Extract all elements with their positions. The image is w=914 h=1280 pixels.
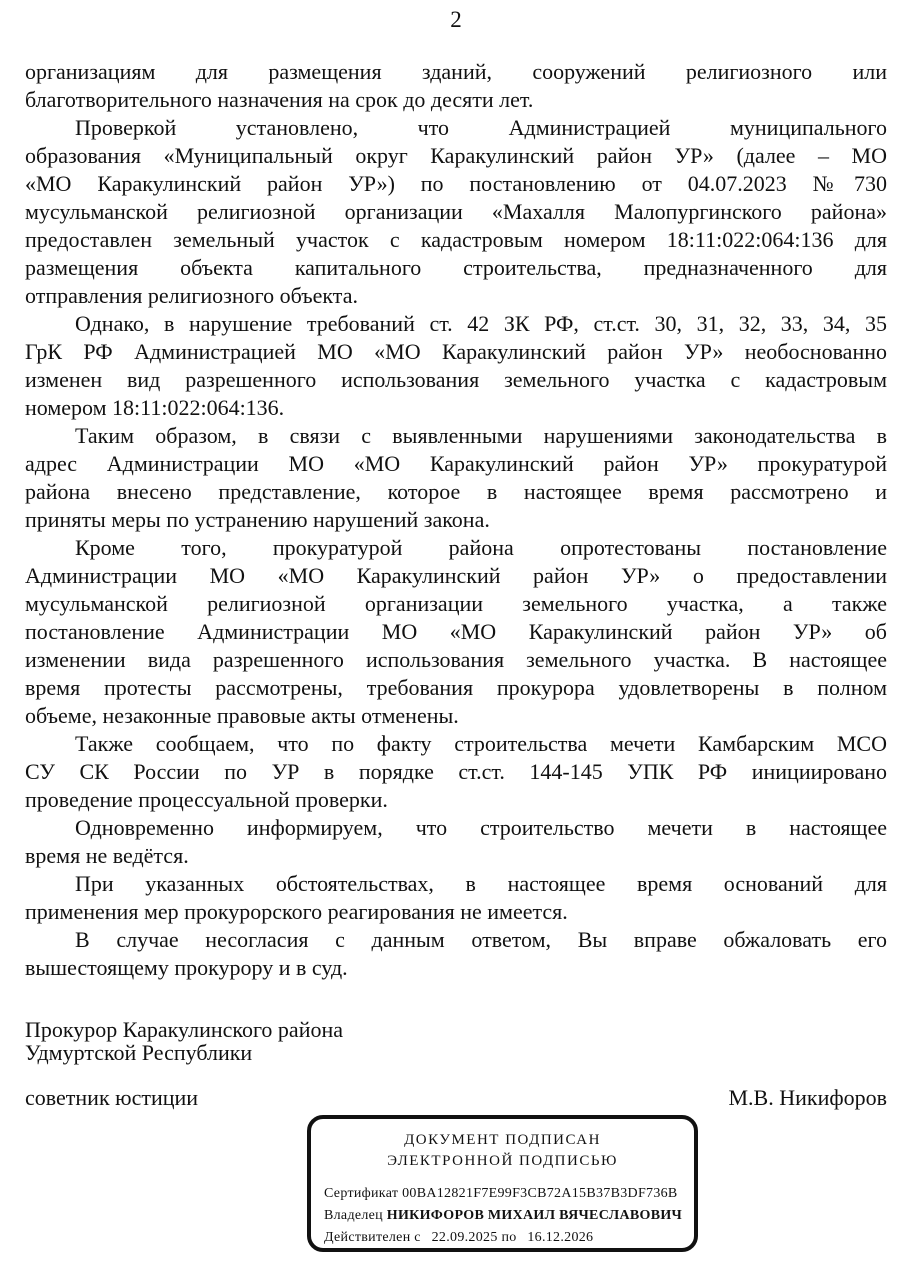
stamp-title-line-1: ДОКУМЕНТ ПОДПИСАН	[404, 1132, 601, 1148]
validity-to-label: по	[501, 1230, 517, 1245]
validity-to-date: 16.12.2026	[527, 1230, 594, 1245]
text-line: объеме, незаконные правовые акты отменены.	[25, 703, 459, 728]
signer-rank: советник юстиции	[25, 1085, 199, 1110]
text-line: При указанных обстоятельствах, в настоящее время оснований для	[75, 871, 887, 896]
validity-label: Действителен с	[324, 1230, 421, 1245]
text-line: ГрК РФ Администрацией МО «МО Каракулинский район УР» необоснованно	[25, 339, 887, 364]
text-line: время протесты рассмотрены, требования прокурора удовлетворены в полном	[25, 675, 887, 700]
text-line: размещения объекта капитального строительства, предназначенного для	[25, 255, 887, 280]
text-line: Таким образом, в связи с выявленными нарушениями законодательства в	[75, 423, 887, 448]
signer-office-line-2: Удмуртской Республики	[25, 1040, 253, 1065]
document-body	[25, 58, 887, 982]
certificate-label: Сертификат	[324, 1186, 399, 1201]
text-line: Одновременно информируем, что строительство мечети в настоящее	[75, 815, 887, 840]
text-line: изменении вида разрешенного использования земельного участка. В настоящее	[25, 647, 887, 672]
signer-office-line-1: Прокурор Каракулинского района	[25, 1017, 344, 1042]
text-line: «МО Каракулинский район УР») по постановлению от 04.07.2023 №730	[25, 171, 887, 196]
stamp-title-line-2: ЭЛЕКТРОННОЙ ПОДПИСЬЮ	[387, 1153, 618, 1169]
text-line: предоставлен земельный участок с кадастровым номером 18:11:022:064:136 для	[25, 227, 887, 252]
text-line: СУ СК России по УР в порядке ст.ст. 144-145 УПК РФ инициировано	[25, 759, 887, 784]
digital-signature-stamp	[307, 1115, 698, 1252]
text-line: время не ведётся.	[25, 843, 189, 868]
owner-value: НИКИФОРОВ МИХАИЛ ВЯЧЕСЛАВОВИЧ	[386, 1208, 683, 1223]
text-line: постановление Администрации МО «МО Каракулинский район УР» об	[25, 619, 887, 644]
text-line: организациям для размещения зданий, сооружений религиозного или	[25, 59, 887, 84]
text-line: мусульманской религиозной организации «Махалля Малопургинского района»	[25, 199, 887, 224]
signer-row	[25, 1084, 887, 1112]
stamp-validity-line	[324, 1227, 684, 1249]
text-line: мусульманской религиозной организации земельного участка, а также	[25, 591, 887, 616]
text-line: вышестоящему прокурору и в суд.	[25, 955, 348, 980]
text-line: изменен вид разрешенного использования земельного участка с кадастровым	[25, 367, 887, 392]
text-line: отправления религиозного объекта.	[25, 283, 358, 308]
text-line: образования «Муниципальный округ Каракулинский район УР» (далее – МО	[25, 143, 887, 168]
text-line: Также сообщаем, что по факту строительства мечети Камбарским МСО	[75, 731, 887, 756]
text-line: Кроме того, прокуратурой района опротестованы постановление	[75, 535, 887, 560]
stamp-details	[311, 1183, 694, 1249]
certificate-value: 00BA12821F7E99F3CB72A15B37B3DF736B	[402, 1186, 678, 1201]
page-number: 2	[450, 7, 462, 32]
stamp-title	[311, 1130, 694, 1172]
text-line: Администрации МО «МО Каракулинский район УР» о предоставлении	[25, 563, 887, 588]
signer-name: М.В. Никифоров	[728, 1085, 887, 1110]
text-line: адрес Администрации МО «МО Каракулинский район УР» прокуратурой	[25, 451, 887, 476]
text-line: В случае несогласия с данным ответом, Вы вправе обжаловать его	[75, 927, 887, 952]
text-line: Проверкой установлено, что Администрацией муниципального	[75, 115, 887, 140]
stamp-owner-line	[324, 1205, 684, 1227]
text-line: проведение процессуальной проверки.	[25, 787, 388, 812]
text-line: приняты меры по устранению нарушений закона.	[25, 507, 490, 532]
stamp-certificate-line	[324, 1183, 684, 1205]
text-line: района внесено представление, которое в настоящее время рассмотрено и	[25, 479, 887, 504]
validity-from-date: 22.09.2025	[431, 1230, 498, 1245]
text-line: применения мер прокурорского реагирования не имеется.	[25, 899, 568, 924]
owner-label: Владелец	[324, 1208, 383, 1223]
signature-block	[25, 1018, 887, 1112]
text-line: Однако, в нарушение требований ст. 42 ЗК РФ, ст.ст. 30, 31, 32, 33, 34, 35	[75, 311, 887, 336]
text-line: номером 18:11:022:064:136.	[25, 395, 285, 420]
text-line: благотворительного назначения на срок до десяти лет.	[25, 87, 534, 112]
